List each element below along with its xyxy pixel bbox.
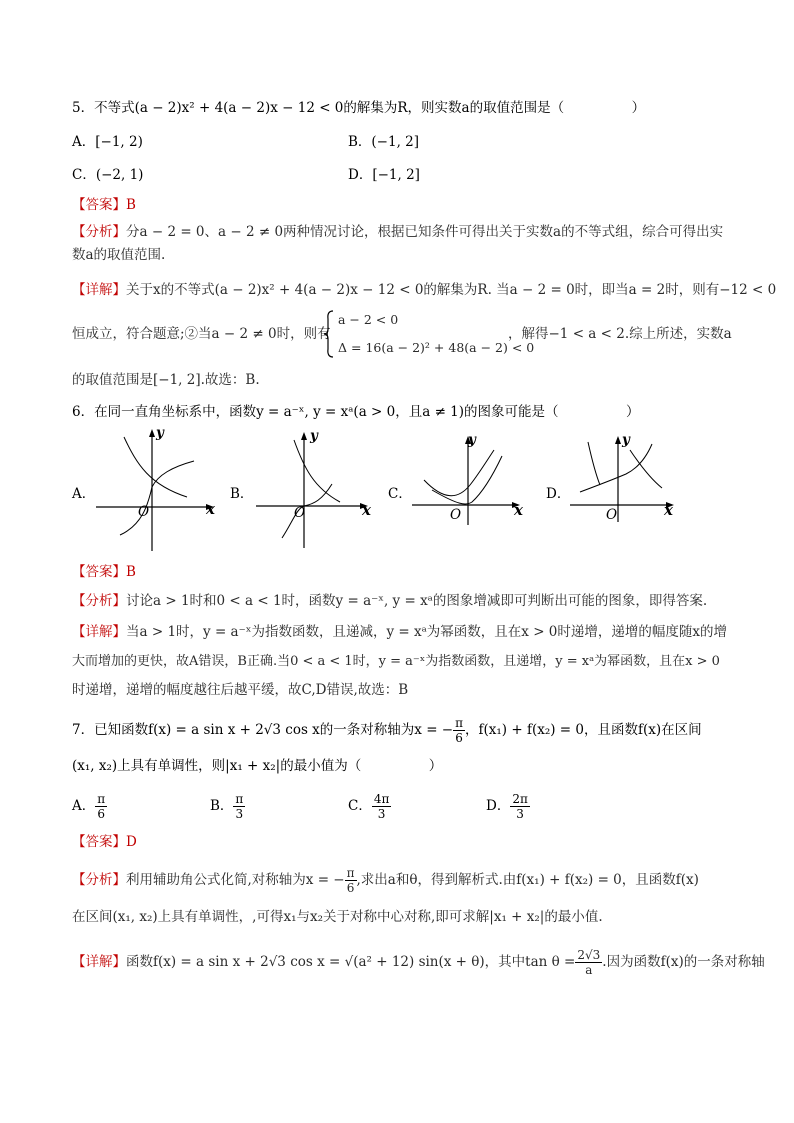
option-label: A． [72, 798, 96, 814]
detail-text: 关于x的不等式(a − 2)x² + 4(a − 2)x − 12 < 0的解集为R. 当a − 2 = 0时，即当a = 2时，则有−12 < 0 [126, 282, 777, 298]
analysis-frac [345, 866, 357, 895]
graph-c-x-label: x [514, 501, 523, 519]
q7-stem-1b: ，f(x₁) + f(x₂) = 0，且函数f(x)在区间 [465, 722, 702, 738]
graph-a-x-label: x [206, 500, 215, 518]
frac-num: π [455, 716, 464, 730]
system-brace [322, 309, 336, 359]
q5-analysis-line-2: 数a的取值范围. [72, 247, 166, 263]
q6-answer-line [72, 562, 136, 582]
graph-c-label: C． [388, 486, 412, 502]
frac-den: 6 [455, 731, 463, 745]
frac-num: π [346, 866, 355, 880]
frac-num: 2π [512, 792, 528, 806]
answer-value: D [126, 834, 137, 850]
detail-tag: 【详解】 [72, 624, 126, 640]
q7-option-b [210, 792, 245, 821]
graph-a [92, 425, 227, 555]
graph-c-origin: O [450, 507, 462, 523]
frac-num: 2√3 [577, 948, 601, 962]
q5-answer-line [72, 195, 136, 215]
option-label: D． [486, 798, 511, 814]
q5-option-d: D．[−1, 2] [348, 167, 420, 183]
q5-detail-line-2b: ，解得−1 < a < 2.综上所述，实数a [508, 326, 732, 342]
detail-text: 当a > 1时，y = a⁻ˣ为指数函数，且递减，y = xᵃ为幂函数，且在x > 0时递增，递增的幅度随x的增 [126, 624, 727, 640]
analysis-tag: 【分析】 [72, 224, 126, 240]
system-ineq-2: Δ = 16(a − 2)² + 48(a − 2) < 0 [338, 340, 535, 355]
frac-den: a [585, 963, 593, 977]
tan-frac [575, 948, 602, 977]
q6-detail-line-3: 时递增，递增的幅度越往后越平缓，故C,D错误,故选：B [72, 682, 409, 698]
analysis-text-a: 利用辅助角公式化简,对称轴为x = − [126, 872, 345, 888]
q7-analysis-line-2: 在区间(x₁, x₂)上具有单调性，,可得x₁与x₂关于对称中心对称,即可求解|x₁ + x₂|的最小值. [72, 909, 603, 925]
graph-b-y-label: y [310, 428, 318, 444]
option-frac [510, 792, 530, 821]
answer-value: B [126, 564, 136, 580]
q7-option-a [72, 792, 107, 821]
q5-detail-line-3: 的取值范围是[−1, 2].故选：B. [72, 372, 260, 388]
q7-option-d [486, 792, 530, 821]
analysis-text: 讨论a > 1时和0 < a < 1时，函数y = a⁻ˣ, y = xᵃ的图象增减即可判断出可能的图象，即得答案. [126, 593, 708, 609]
q5-detail-line-2a: 恒成立，符合题意;②当a − 2 ≠ 0时，则有 [72, 326, 331, 342]
q7-analysis-line-1 [72, 866, 699, 895]
q6-stem: 6．在同一直角坐标系中，函数y = a⁻ˣ, y = xᵃ(a > 0，且a ≠ 1)的图象可能是（ ） [72, 404, 640, 420]
graph-d-x-label: x [664, 501, 673, 519]
q6-detail-line-2: 大而增加的更快，故A错误，B正确.当0 < a < 1时，y = a⁻ˣ为指数函数，且递增，y = xᵃ为幂函数，且在x > 0 [72, 654, 720, 669]
analysis-text: 分a − 2 = 0、a − 2 ≠ 0两种情况讨论，根据已知条件可得出关于实数a的不等式组，综合可得出实 [126, 224, 724, 240]
q7-stem-line-2: (x₁, x₂)上具有单调性，则|x₁ + x₂|的最小值为（ ） [72, 758, 443, 774]
q5-stem: 5．不等式(a − 2)x² + 4(a − 2)x − 12 < 0的解集为R，则实数a的取值范围是（ ） [72, 100, 646, 116]
detail-text-b: .因为函数f(x)的一条对称轴 [602, 954, 765, 970]
frac-num: π [235, 792, 244, 806]
graph-d-label: D． [546, 486, 571, 502]
graph-b-x-label: x [362, 501, 371, 519]
option-label: C． [348, 798, 372, 814]
option-frac [95, 792, 107, 821]
q7-answer-line [72, 832, 137, 852]
detail-tag: 【详解】 [72, 954, 126, 970]
graph-d-y-label: y [622, 432, 630, 448]
q7-frac-pi-6 [453, 716, 465, 745]
analysis-text-b: ,求出a和θ，得到解析式.由f(x₁) + f(x₂) = 0，且函数f(x) [356, 872, 699, 888]
option-frac [372, 792, 392, 821]
q7-stem-line-1 [72, 716, 702, 745]
q5-option-a: A．[−1, 2) [72, 134, 143, 150]
graph-b-origin: O [294, 505, 306, 521]
graph-b [252, 428, 382, 550]
q7-stem-1a: 7．已知函数f(x) = a sin x + 2√3 cos x的一条对称轴为x = − [72, 722, 454, 738]
answer-tag: 【答案】 [72, 834, 126, 850]
detail-text-a: 函数f(x) = a sin x + 2√3 cos x = √(a² + 12) sin(x + θ)，其中tan θ = [126, 954, 576, 970]
option-frac [233, 792, 245, 821]
q6-detail-line-1 [72, 622, 727, 642]
analysis-tag: 【分析】 [72, 872, 126, 888]
q5-option-c: C．(−2, 1) [72, 167, 144, 183]
graph-a-label: A． [72, 486, 96, 502]
detail-tag: 【详解】 [72, 282, 126, 298]
q5-detail-line-1 [72, 280, 776, 300]
frac-den: 3 [377, 807, 386, 821]
q7-detail-line-1 [72, 948, 765, 977]
graph-b-label: B． [230, 486, 254, 502]
frac-den: 3 [235, 807, 244, 821]
system-ineq-1: a − 2 < 0 [338, 312, 399, 327]
answer-tag: 【答案】 [72, 564, 126, 580]
analysis-tag: 【分析】 [72, 593, 126, 609]
graph-a-origin: O [138, 504, 150, 520]
graph-c-y-label: y [468, 432, 476, 448]
frac-den: 6 [97, 807, 106, 821]
frac-den: 6 [346, 881, 355, 895]
graph-a-y-label: y [156, 425, 164, 441]
q7-option-c [348, 792, 391, 821]
frac-den: 3 [516, 807, 524, 821]
q5-analysis-line-1 [72, 222, 723, 242]
q5-option-b: B．(−1, 2] [348, 134, 420, 150]
answer-value: B [126, 197, 136, 213]
q6-analysis-line-1 [72, 591, 707, 611]
answer-tag: 【答案】 [72, 197, 126, 213]
graph-d-origin: O [606, 507, 618, 523]
frac-num: π [97, 792, 106, 806]
option-label: B． [210, 798, 234, 814]
frac-num: 4π [373, 792, 390, 806]
